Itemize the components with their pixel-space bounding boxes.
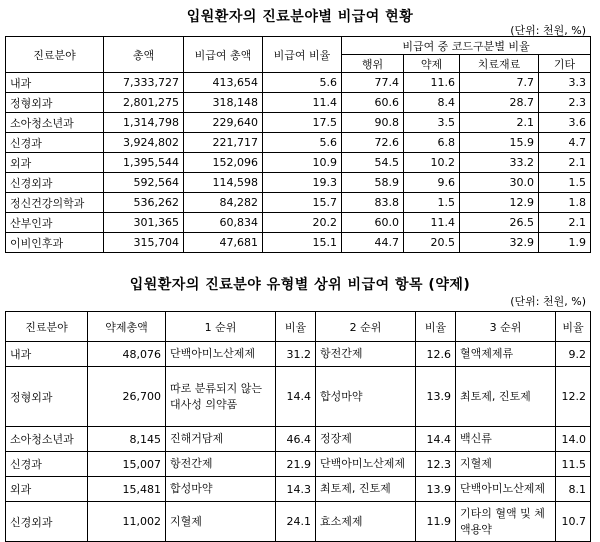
header-ratio1: 비율 — [276, 312, 316, 342]
cell-action: 60.6 — [342, 93, 404, 113]
cell-r2: 항전간제 — [316, 342, 416, 367]
table-row — [6, 213, 591, 233]
cell-ratio: 20.2 — [263, 213, 342, 233]
cell-drug: 1.5 — [404, 193, 460, 213]
cell-field: 신경외과 — [6, 502, 88, 542]
cell-field: 정신건강의학과 — [6, 193, 104, 213]
cell-material: 30.0 — [460, 173, 539, 193]
cell-drug: 20.5 — [404, 233, 460, 253]
cell-noncov: 318,148 — [184, 93, 263, 113]
cell-p1: 46.4 — [276, 427, 316, 452]
cell-noncov: 114,598 — [184, 173, 263, 193]
cell-p3: 14.0 — [556, 427, 591, 452]
cell-r2: 합성마약 — [316, 367, 416, 427]
cell-drug: 3.5 — [404, 113, 460, 133]
table-row — [6, 153, 591, 173]
cell-other: 3.6 — [539, 113, 591, 133]
cell-p1: 21.9 — [276, 452, 316, 477]
cell-r3: 지혈제 — [456, 452, 556, 477]
cell-total: 536,262 — [104, 193, 184, 213]
cell-drug: 6.8 — [404, 133, 460, 153]
cell-total: 3,924,802 — [104, 133, 184, 153]
cell-material: 12.9 — [460, 193, 539, 213]
cell-action: 83.8 — [342, 193, 404, 213]
cell-drug: 11.6 — [404, 73, 460, 93]
cell-ratio: 5.6 — [263, 73, 342, 93]
cell-action: 72.6 — [342, 133, 404, 153]
cell-total: 592,564 — [104, 173, 184, 193]
header-field: 진료분야 — [6, 37, 104, 73]
table-row — [6, 342, 591, 367]
cell-field: 정형외과 — [6, 367, 88, 427]
cell-r2: 효소제제 — [316, 502, 416, 542]
cell-p1: 14.3 — [276, 477, 316, 502]
cell-r1: 따로 분류되지 않는 대사성 의약품 — [166, 367, 276, 427]
table-row — [6, 367, 591, 427]
cell-field: 내과 — [6, 342, 88, 367]
table-row — [6, 502, 591, 542]
cell-action: 58.9 — [342, 173, 404, 193]
cell-p3: 9.2 — [556, 342, 591, 367]
cell-action: 44.7 — [342, 233, 404, 253]
cell-total: 26,700 — [88, 367, 166, 427]
cell-ratio: 5.6 — [263, 133, 342, 153]
cell-field: 내과 — [6, 73, 104, 93]
cell-noncov: 84,282 — [184, 193, 263, 213]
cell-other: 4.7 — [539, 133, 591, 153]
header-by-code-group: 비급여 중 코드구분별 비율 — [342, 37, 591, 55]
cell-material: 28.7 — [460, 93, 539, 113]
cell-total: 315,704 — [104, 233, 184, 253]
cell-total: 1,314,798 — [104, 113, 184, 133]
cell-total: 48,076 — [88, 342, 166, 367]
cell-p1: 31.2 — [276, 342, 316, 367]
cell-drug: 10.2 — [404, 153, 460, 173]
table-row — [6, 133, 591, 153]
table-row — [6, 173, 591, 193]
cell-noncov: 60,834 — [184, 213, 263, 233]
header-action: 행위 — [342, 55, 404, 73]
cell-p3: 12.2 — [556, 367, 591, 427]
cell-other: 2.3 — [539, 93, 591, 113]
cell-r1: 항전간제 — [166, 452, 276, 477]
table-row — [6, 452, 591, 477]
cell-p3: 11.5 — [556, 452, 591, 477]
table-row — [6, 93, 591, 113]
cell-total: 15,007 — [88, 452, 166, 477]
header-rank3: 3 순위 — [456, 312, 556, 342]
cell-material: 33.2 — [460, 153, 539, 173]
cell-noncov: 47,681 — [184, 233, 263, 253]
header-ratio2: 비율 — [416, 312, 456, 342]
cell-drug: 11.4 — [404, 213, 460, 233]
cell-p2: 13.9 — [416, 477, 456, 502]
cell-total: 11,002 — [88, 502, 166, 542]
cell-noncov: 221,717 — [184, 133, 263, 153]
header-total: 총액 — [104, 37, 184, 73]
cell-total: 1,395,544 — [104, 153, 184, 173]
table2-title: 입원환자의 진료분야 유형별 상위 비급여 항목 (약제) — [129, 277, 471, 293]
cell-r2: 최토제, 진토제 — [316, 477, 416, 502]
header-field: 진료분야 — [6, 312, 88, 342]
cell-ratio: 17.5 — [263, 113, 342, 133]
cell-field: 산부인과 — [6, 213, 104, 233]
cell-field: 소아청소년과 — [6, 427, 88, 452]
cell-material: 26.5 — [460, 213, 539, 233]
cell-r3: 최토제, 진토제 — [456, 367, 556, 427]
cell-r1: 단백아미노산제제 — [166, 342, 276, 367]
table1-unit: (단위: 천원, %) — [510, 24, 586, 37]
cell-p2: 12.3 — [416, 452, 456, 477]
table-row — [6, 233, 591, 253]
cell-ratio: 15.1 — [263, 233, 342, 253]
header-ratio3: 비율 — [556, 312, 591, 342]
cell-field: 신경외과 — [6, 173, 104, 193]
cell-action: 60.0 — [342, 213, 404, 233]
cell-total: 7,333,727 — [104, 73, 184, 93]
cell-r1: 지혈제 — [166, 502, 276, 542]
cell-p2: 14.4 — [416, 427, 456, 452]
cell-drug: 9.6 — [404, 173, 460, 193]
cell-p2: 12.6 — [416, 342, 456, 367]
table-row — [6, 113, 591, 133]
header-other: 기타 — [539, 55, 591, 73]
header-rank2: 2 순위 — [316, 312, 416, 342]
cell-r3: 기타의 혈액 및 체액용약 — [456, 502, 556, 542]
header-rank1: 1 순위 — [166, 312, 276, 342]
cell-field: 소아청소년과 — [6, 113, 104, 133]
cell-ratio: 10.9 — [263, 153, 342, 173]
table2-unit: (단위: 천원, %) — [510, 295, 586, 308]
top-noncovered-drug-table — [5, 311, 591, 542]
cell-field: 신경과 — [6, 452, 88, 477]
cell-p3: 8.1 — [556, 477, 591, 502]
cell-total: 15,481 — [88, 477, 166, 502]
cell-r3: 백신류 — [456, 427, 556, 452]
table-row — [6, 427, 591, 452]
cell-p1: 24.1 — [276, 502, 316, 542]
cell-material: 2.1 — [460, 113, 539, 133]
cell-total: 301,365 — [104, 213, 184, 233]
header-material: 치료재료 — [460, 55, 539, 73]
cell-ratio: 15.7 — [263, 193, 342, 213]
cell-other: 1.5 — [539, 173, 591, 193]
cell-field: 신경과 — [6, 133, 104, 153]
cell-ratio: 11.4 — [263, 93, 342, 113]
cell-noncov: 152,096 — [184, 153, 263, 173]
header-drug-total: 약제총액 — [88, 312, 166, 342]
cell-material: 7.7 — [460, 73, 539, 93]
cell-p3: 10.7 — [556, 502, 591, 542]
cell-field: 정형외과 — [6, 93, 104, 113]
cell-r1: 합성마약 — [166, 477, 276, 502]
cell-total: 2,801,275 — [104, 93, 184, 113]
cell-other: 3.3 — [539, 73, 591, 93]
cell-noncov: 413,654 — [184, 73, 263, 93]
header-noncovered-ratio: 비급여 비율 — [263, 37, 342, 73]
cell-p2: 13.9 — [416, 367, 456, 427]
cell-r2: 정장제 — [316, 427, 416, 452]
noncovered-status-table — [5, 36, 591, 253]
cell-r3: 혈액제제류 — [456, 342, 556, 367]
cell-total: 8,145 — [88, 427, 166, 452]
header-drug: 약제 — [404, 55, 460, 73]
cell-ratio: 19.3 — [263, 173, 342, 193]
table-row — [6, 73, 591, 93]
table1-title: 입원환자의 진료분야별 비급여 현황 — [186, 9, 414, 25]
table-row — [6, 477, 591, 502]
header-noncovered-total: 비급여 총액 — [184, 37, 263, 73]
cell-action: 90.8 — [342, 113, 404, 133]
cell-material: 15.9 — [460, 133, 539, 153]
cell-material: 32.9 — [460, 233, 539, 253]
cell-r1: 진해거담제 — [166, 427, 276, 452]
cell-r2: 단백아미노산제제 — [316, 452, 416, 477]
cell-noncov: 229,640 — [184, 113, 263, 133]
cell-other: 2.1 — [539, 153, 591, 173]
cell-drug: 8.4 — [404, 93, 460, 113]
cell-action: 77.4 — [342, 73, 404, 93]
cell-other: 2.1 — [539, 213, 591, 233]
cell-field: 외과 — [6, 477, 88, 502]
cell-field: 외과 — [6, 153, 104, 173]
table-row — [6, 193, 591, 213]
cell-p2: 11.9 — [416, 502, 456, 542]
cell-action: 54.5 — [342, 153, 404, 173]
cell-field: 이비인후과 — [6, 233, 104, 253]
cell-r3: 단백아미노산제제 — [456, 477, 556, 502]
cell-other: 1.8 — [539, 193, 591, 213]
cell-other: 1.9 — [539, 233, 591, 253]
cell-p1: 14.4 — [276, 367, 316, 427]
